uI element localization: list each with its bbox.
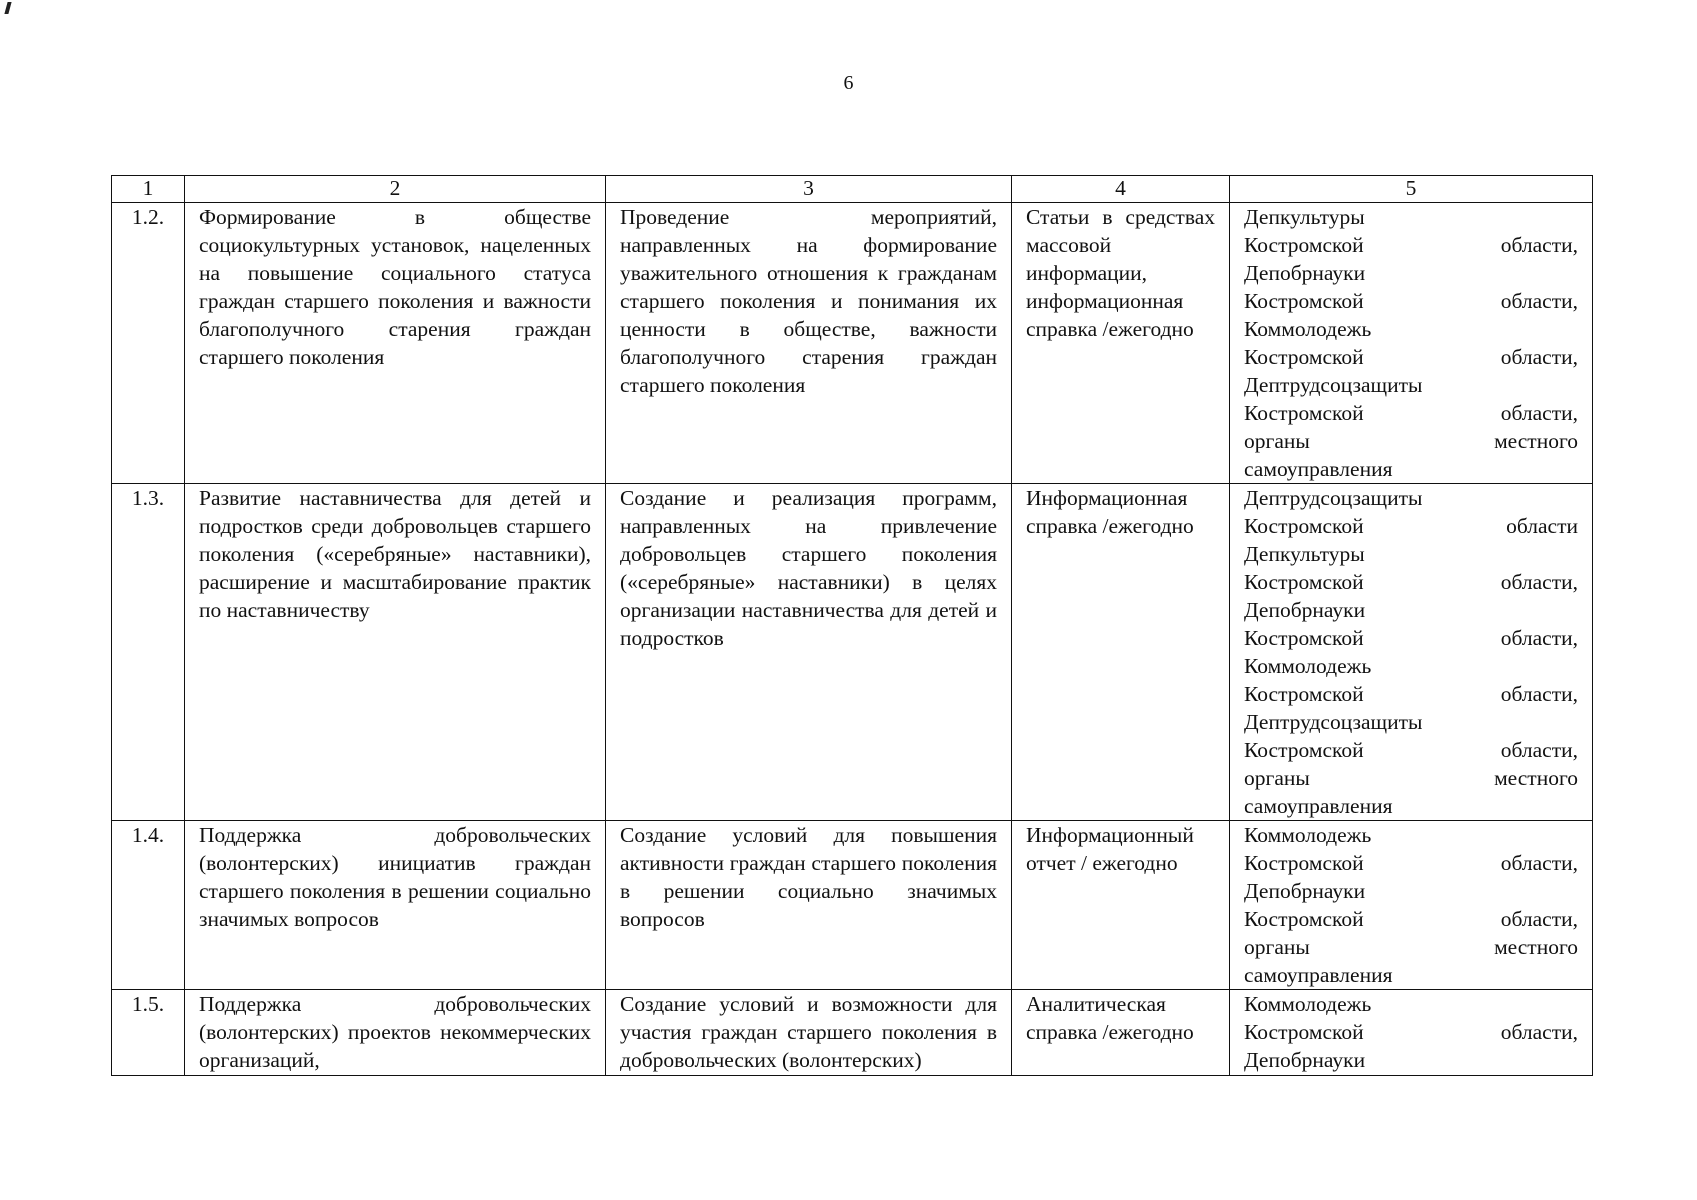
executor-line: Коммолодежь (1244, 654, 1372, 678)
row-number-cell: 1.4. (112, 821, 185, 990)
executor-line: Депобрнауки (1244, 879, 1366, 903)
executor-line: Дептрудсоцзащиты (1244, 486, 1423, 510)
table-row (112, 990, 1593, 1076)
executor-line: Депкультуры (1244, 205, 1365, 229)
task-cell: Поддержка добровольческих (волонтерских) инициатив граждан старшего поколения в решении социально значимых вопросов (185, 821, 606, 990)
plan-table-body (112, 176, 1593, 1076)
activity-cell: Создание условий и возможности для участия граждан старшего поколения в добровольческих (волонтерских) (606, 990, 1012, 1076)
row-number-cell: 1.2. (112, 203, 185, 484)
executor-line: Костромской области, (1244, 626, 1578, 650)
executor-line: Костромской области (1244, 514, 1578, 538)
task-cell: Формирование в обществе социокультурных установок, нацеленных на повышение социального статуса граждан старшего поколения и важности благополучного старения граждан старшего поколения (185, 203, 606, 484)
row-number-cell: 1.5. (112, 990, 185, 1076)
executor-line: Костромской области, (1244, 345, 1578, 369)
report-cell: Информационная справка /ежегодно (1012, 484, 1230, 821)
executors-cell (1230, 484, 1593, 821)
executor-line: Костромской области, (1244, 570, 1578, 594)
executor-line: Костромской области, (1244, 401, 1578, 425)
executors-cell (1230, 203, 1593, 484)
header-cell-4: 4 (1012, 176, 1230, 203)
executor-line: самоуправления (1244, 457, 1393, 481)
executor-line: Коммолодежь (1244, 992, 1372, 1016)
report-cell: Информационный отчет / ежегодно (1012, 821, 1230, 990)
executor-line: Коммолодежь (1244, 317, 1372, 341)
executor-line: Костромской области, (1244, 289, 1578, 313)
report-cell: Аналитическая справка /ежегодно (1012, 990, 1230, 1076)
executor-line: органы местного (1244, 935, 1578, 959)
executors-cell (1230, 821, 1593, 990)
executor-line: Костромской области, (1244, 233, 1578, 257)
plan-table (111, 175, 1593, 1076)
executor-line: Дептрудсоцзащиты (1244, 710, 1423, 734)
executor-line: Депобрнауки (1244, 261, 1366, 285)
executor-line: самоуправления (1244, 963, 1393, 987)
executor-line: Депкультуры (1244, 542, 1365, 566)
page-number: 6 (843, 72, 854, 94)
executor-line: Дептрудсоцзащиты (1244, 373, 1423, 397)
header-cell-2: 2 (185, 176, 606, 203)
activity-cell: Создание условий для повышения активности граждан старшего поколения в решении социально значимых вопросов (606, 821, 1012, 990)
executor-line: самоуправления (1244, 794, 1393, 818)
executor-line: органы местного (1244, 766, 1578, 790)
executors-cell (1230, 990, 1593, 1076)
table-row (112, 203, 1593, 484)
executor-line: Костромской области, (1244, 907, 1578, 931)
row-number-cell: 1.3. (112, 484, 185, 821)
header-cell-5: 5 (1230, 176, 1593, 203)
activity-cell: Проведение мероприятий, направленных на формирование уважительного отношения к гражданам старшего поколения и понимания их ценности в обществе, важности благополучного старения граждан старшего поколения (606, 203, 1012, 484)
table-row (112, 821, 1593, 990)
task-cell: Поддержка добровольческих (волонтерских) проектов некоммерческих организаций, (185, 990, 606, 1076)
executor-line: органы местного (1244, 429, 1578, 453)
executor-line: Костромской области, (1244, 682, 1578, 706)
table-row (112, 484, 1593, 821)
header-cell-1: 1 (112, 176, 185, 203)
executor-line: Коммолодежь (1244, 823, 1372, 847)
header-cell-3: 3 (606, 176, 1012, 203)
table-header-row (112, 176, 1593, 203)
executor-line: Депобрнауки (1244, 1048, 1366, 1072)
executor-line: Костромской области, (1244, 851, 1578, 875)
activity-cell: Создание и реализация программ, направленных на привлечение добровольцев старшего поколения («серебряные» наставники) в целях организации наставничества для детей и подростков (606, 484, 1012, 821)
task-cell: Развитие наставничества для детей и подростков среди добровольцев старшего поколения («серебряные» наставники), расширение и масштабирование практик по наставничеству (185, 484, 606, 821)
scan-artifact-mark (4, 2, 11, 14)
executor-line: Костромской области, (1244, 738, 1578, 762)
executor-line: Костромской области, (1244, 1020, 1578, 1044)
report-cell: Статьи в средствах массовой информации, информационная справка /ежегодно (1012, 203, 1230, 484)
executor-line: Депобрнауки (1244, 598, 1366, 622)
